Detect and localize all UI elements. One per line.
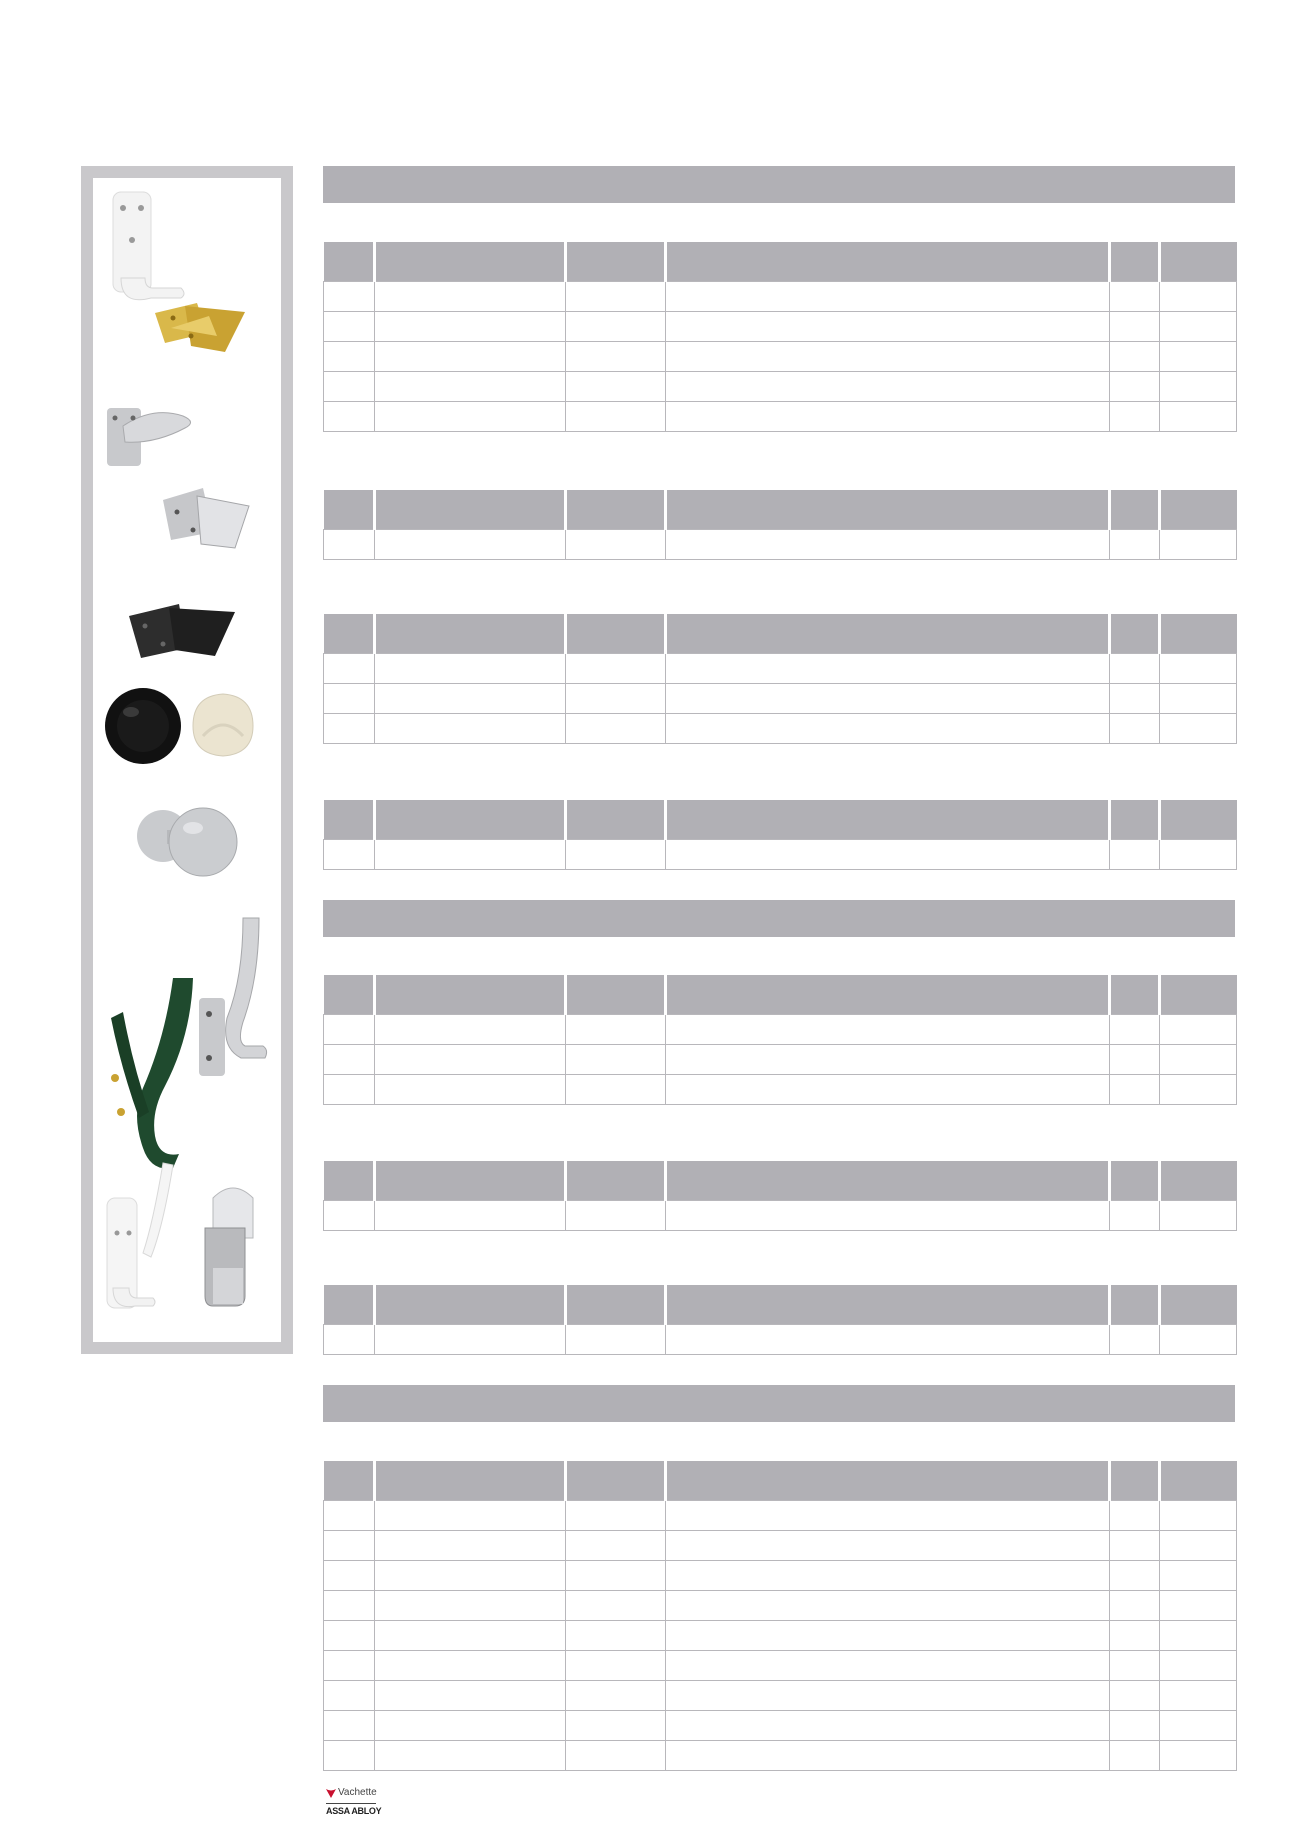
table-row <box>324 372 1237 402</box>
table-row <box>324 684 1237 714</box>
section-header-bar <box>323 1385 1235 1422</box>
table-row <box>324 1015 1237 1045</box>
chrome-hat-hook-image <box>107 408 191 466</box>
table-row <box>324 1045 1237 1075</box>
table-row <box>324 1711 1237 1741</box>
table-header-row <box>324 800 1237 840</box>
product-table <box>323 490 1237 560</box>
brass-hat-hook-image <box>155 303 245 352</box>
white-coat-hook-2-image <box>107 1163 173 1308</box>
white-coat-hook-image <box>113 192 184 300</box>
group-name: ASSA ABLOY <box>326 1806 382 1816</box>
table-header-row <box>324 614 1237 654</box>
ivory-knob-image <box>193 694 253 756</box>
product-table <box>323 614 1237 744</box>
table-row <box>324 1325 1237 1355</box>
table-row <box>324 1741 1237 1771</box>
table-row <box>324 1591 1237 1621</box>
table-row <box>324 402 1237 432</box>
stainless-coat-hook-image <box>205 1188 253 1306</box>
table-row <box>324 714 1237 744</box>
table-header-row <box>324 1285 1237 1325</box>
table-row <box>324 1201 1237 1231</box>
aluminium-coat-hook-image <box>199 918 267 1076</box>
table-row <box>324 654 1237 684</box>
table-row <box>324 312 1237 342</box>
product-image-panel <box>81 166 293 1354</box>
section-header-bar <box>323 900 1235 937</box>
table-row <box>324 1681 1237 1711</box>
satin-chrome-knob-image <box>137 808 237 876</box>
table-header-row <box>324 490 1237 530</box>
table-row <box>324 1531 1237 1561</box>
product-table <box>323 800 1237 870</box>
table-row <box>324 1501 1237 1531</box>
section-header-bar <box>323 166 1235 203</box>
product-table <box>323 1161 1237 1231</box>
table-header-row <box>324 975 1237 1015</box>
table-row <box>324 1075 1237 1105</box>
table-row <box>324 282 1237 312</box>
table-row <box>324 530 1237 560</box>
product-photos <box>93 178 281 1342</box>
table-row <box>324 1561 1237 1591</box>
product-table <box>323 975 1237 1105</box>
black-knob-image <box>105 688 181 764</box>
table-row <box>324 1651 1237 1681</box>
table-row <box>324 342 1237 372</box>
chrome-double-hook-image <box>163 488 249 548</box>
logo-divider <box>326 1803 376 1804</box>
vachette-mark-icon <box>325 1787 337 1799</box>
table-header-row <box>324 1161 1237 1201</box>
brand-name: Vachette <box>338 1787 377 1798</box>
table-header-row <box>324 1461 1237 1501</box>
table-row <box>324 1621 1237 1651</box>
black-double-hook-image <box>129 604 235 658</box>
product-table <box>323 1461 1237 1771</box>
product-table <box>323 242 1237 432</box>
product-table <box>323 1285 1237 1355</box>
green-coat-hook-image <box>111 978 193 1169</box>
table-header-row <box>324 242 1237 282</box>
table-row <box>324 840 1237 870</box>
